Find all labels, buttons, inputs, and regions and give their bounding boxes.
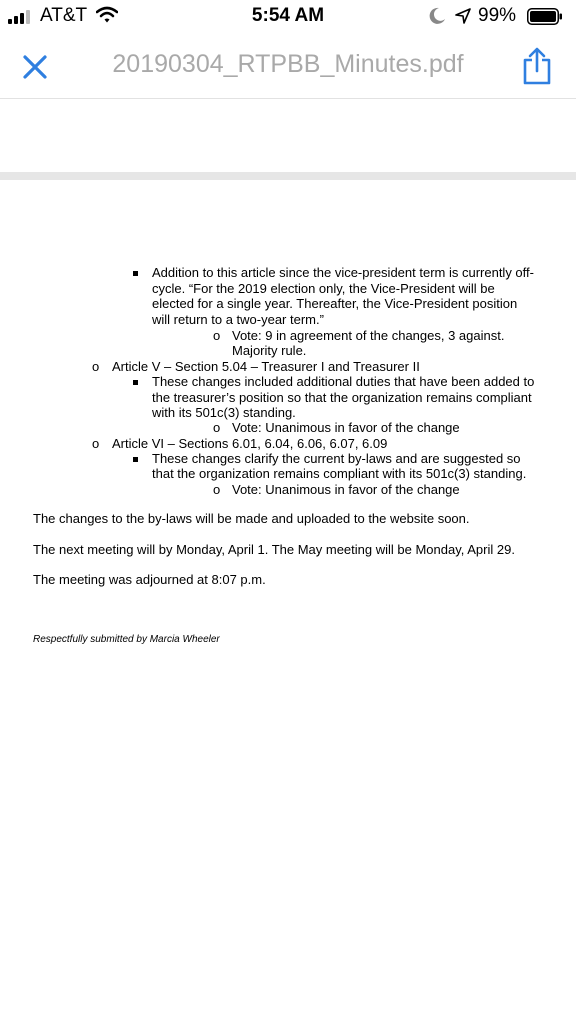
- document-line: Majority rule.: [232, 343, 307, 358]
- carrier-name: AT&T: [40, 5, 88, 26]
- status-bar: [0, 0, 576, 34]
- document-line: the treasurer’s position so that the organization remains compliant: [152, 390, 532, 405]
- square-bullet-icon: [133, 380, 138, 385]
- document-line: Addition to this article since the vice-president term is currently off-: [152, 265, 534, 280]
- document-line: Article VI – Sections 6.01, 6.04, 6.06, 6.07, 6.09: [112, 436, 388, 451]
- document-line: These changes clarify the current by-laws and are suggested so: [152, 451, 521, 466]
- circle-bullet-icon: o: [213, 420, 221, 435]
- circle-bullet-icon: o: [92, 359, 100, 374]
- page-separator: [0, 172, 576, 180]
- document-line: that the organization remains compliant with its 501c(3) standing.: [152, 466, 527, 481]
- square-bullet-icon: [133, 457, 138, 462]
- location-arrow-icon: [455, 8, 471, 24]
- document-title: 20190304_RTPBB_Minutes.pdf: [112, 50, 464, 78]
- document-line: Vote: 9 in agreement of the changes, 3 against.: [232, 328, 505, 343]
- document-line: Vote: Unanimous in favor of the change: [232, 482, 460, 497]
- document-paragraph: The next meeting will by Monday, April 1. The May meeting will be Monday, April 29.: [33, 542, 515, 557]
- document-nav-bar: [0, 34, 576, 99]
- battery-icon: [527, 8, 563, 25]
- document-line: with its 501c(3) standing.: [152, 405, 296, 420]
- signature-line: Respectfully submitted by Marcia Wheeler: [33, 634, 220, 645]
- battery-percent: 99%: [478, 5, 517, 26]
- do-not-disturb-moon-icon: [428, 7, 446, 25]
- share-icon[interactable]: [518, 46, 556, 86]
- document-line: will return to a two-year term.”: [152, 312, 324, 327]
- document-line: cycle. “For the 2019 election only, the Vice-President will be: [152, 281, 495, 296]
- document-paragraph: The meeting was adjourned at 8:07 p.m.: [33, 572, 266, 587]
- document-line: Article V – Section 5.04 – Treasurer I and Treasurer II: [112, 359, 420, 374]
- document-paragraph: The changes to the by-laws will be made and uploaded to the website soon.: [33, 511, 470, 526]
- circle-bullet-icon: o: [92, 436, 100, 451]
- square-bullet-icon: [133, 271, 138, 276]
- circle-bullet-icon: o: [213, 328, 221, 343]
- circle-bullet-icon: o: [213, 482, 221, 497]
- pdf-page: [0, 180, 576, 1024]
- status-time: 5:54 AM: [251, 5, 325, 26]
- document-line: These changes included additional duties that have been added to: [152, 374, 535, 389]
- document-line: elected for a single year. Thereafter, the Vice-President position: [152, 296, 518, 311]
- document-line: Vote: Unanimous in favor of the change: [232, 420, 460, 435]
